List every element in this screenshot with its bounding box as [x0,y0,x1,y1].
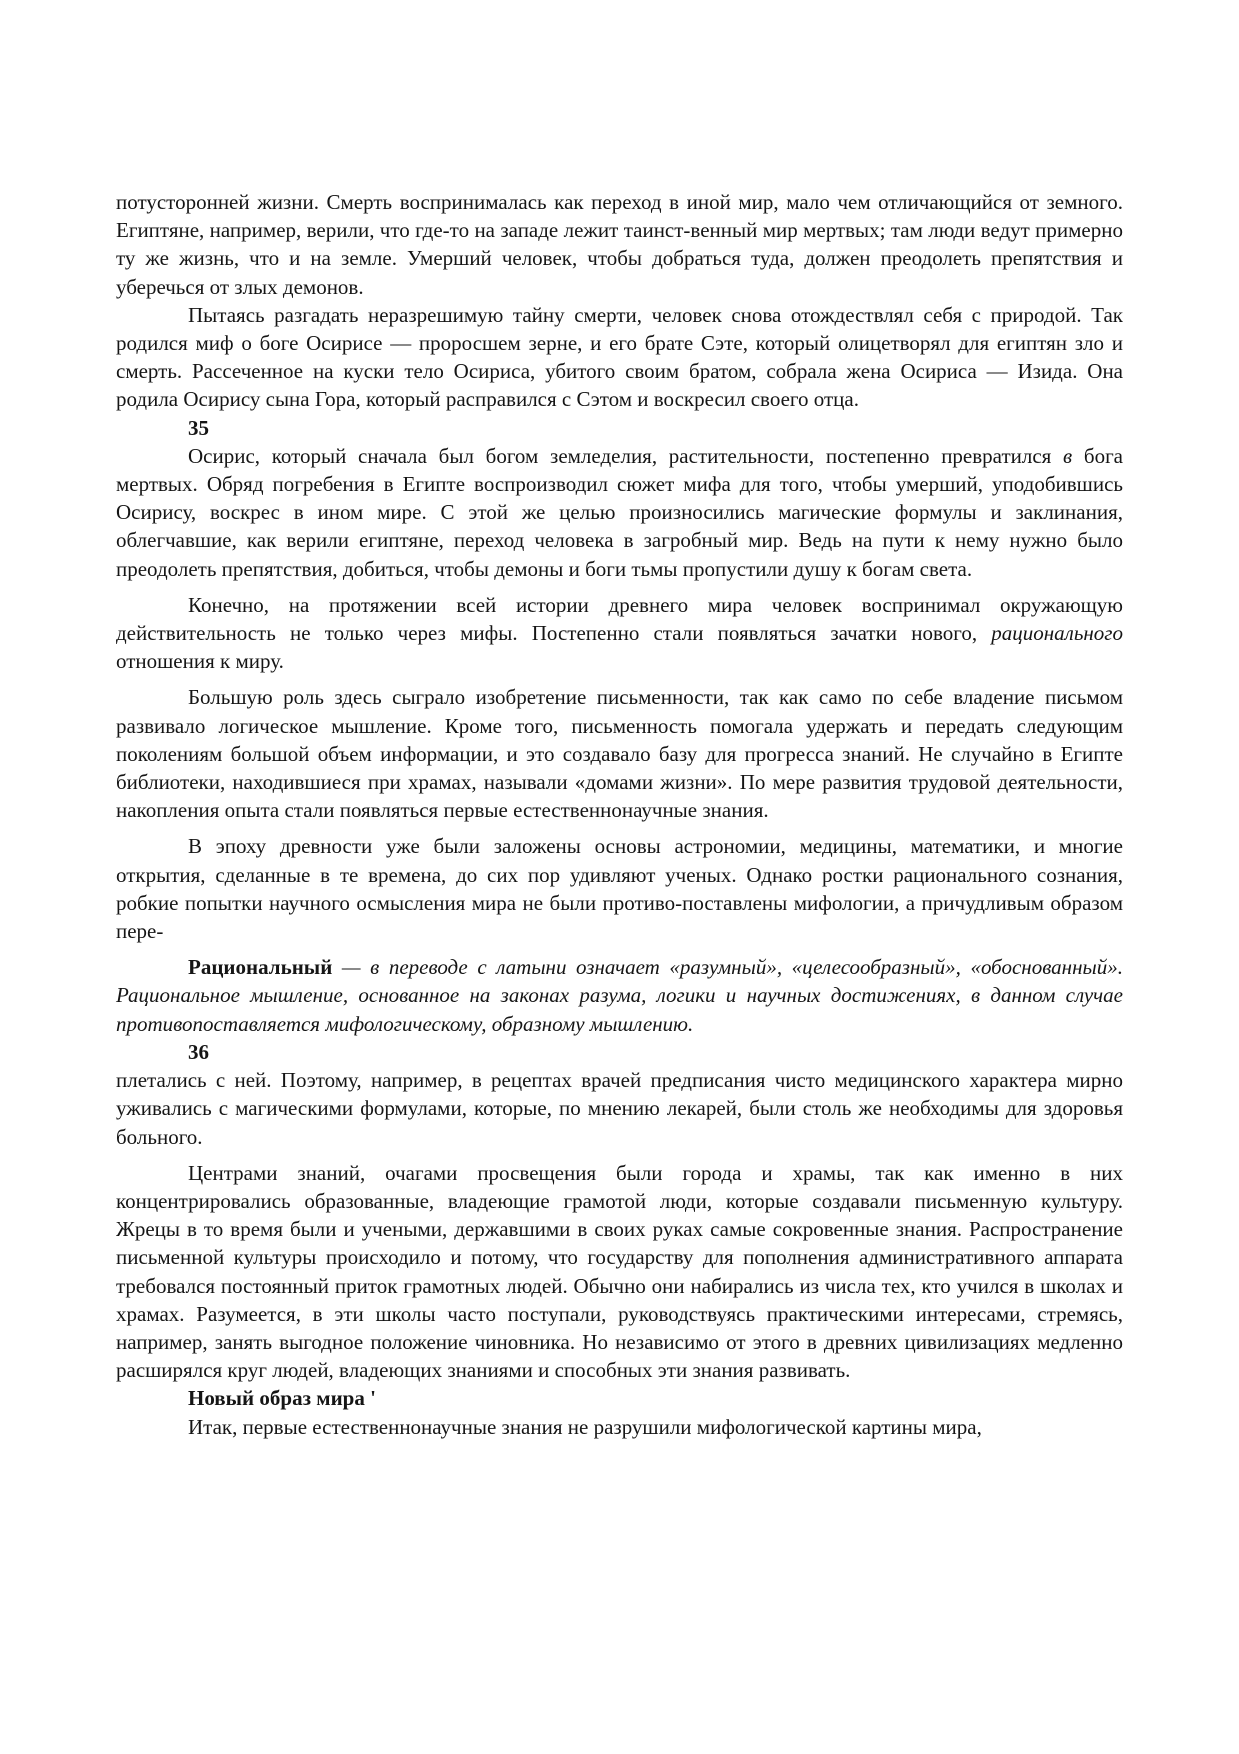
page-number-35: 35 [188,415,209,440]
paragraph-medicine: плетались с ней. Поэтому, например, в рецептах врачей предписания чисто медицинского характера мирно уживались с магическими формулами, которые, по мнению лекарей, были столь же необходимы для здоровья больного. [116,1068,1123,1149]
paragraph-text: Осирис, который сначала был богом земледелия, растительности, постепенно превратился [188,443,1064,468]
italic-word: в [1063,443,1073,468]
definition-note [116,953,1123,1038]
definition-text: — в переводе с латыни означает «разумный», «целесообразный», «обоснованный». Рациональное мышление, основанное на законах разума, логики и научных достижениях, в данном случае противопоставляется мифологическому, образному мышлению. [116,955,1123,1036]
paragraph-writing: Большую роль здесь сыграло изобретение письменности, так как само по себе владение письмом развивало логическое мышление. Кроме того, письменность помогала удержать и передать следующим поколениям большой объем информации, и это создавало базу для прогресса знаний. Не случайно в Египте библиотеки, находившиеся при храмах, называли «домами жизни». По мере развития трудовой деятельности, накопления опыта стали появляться первые естественнонаучные знания. [116,685,1123,823]
paragraph-rational-attitude [116,591,1123,676]
section-heading: Новый образ мира ' [188,1386,376,1411]
italic-term: рационального [991,621,1123,646]
paragraph-text: бога мертвых. Обряд погребения в Египте воспроизводил сюжет мифа для того, чтобы умерший, уподобившись Осирису, воскрес в ином мире. С этой же целью произносились магические формулы и заклинания, облегчавшие, как верили египтяне, переход человека в загробный мир. Ведь на пути к нему нужно было преодолеть препятствия, добиться, чтобы демоны и боги тьмы пропустили душу к богам света. [116,443,1123,581]
paragraph-text: отношения к миру. [116,649,284,674]
page-number-36: 36 [188,1039,209,1064]
paragraph-osiris-myth: Пытаясь разгадать неразрешимую тайну смерти, человек снова отождествлял себя с природой. Так родился миф о боге Осирисе — проросшем зерне, и его брате Сэте, который олицетворял для египтян зло и смерть. Рассеченное на куски тело Осириса, убитого своим братом, собрала жена Осириса — Изида. Она родила Осирису сына Гора, который расправился с Сэтом и воскресил своего отца. [116,302,1123,412]
paragraph-centers-of-knowledge: Центрами знаний, очагами просвещения были города и храмы, так как именно в них концентрировались образованные, владеющие грамотой люди, которые создавали письменную культуру. Жрецы в то время были и учеными, державшими в своих руках самые сокровенные знания. Распространение письменной культуры происходило и потому, что государству для пополнения административного аппарата требовался постоянный приток грамотных людей. Обычно они набирались из числа тех, кто учился в школах и храмах. Разумеется, в эти школы часто поступали, руководствуясь практическими интересами, стремясь, например, занять выгодное положение чиновника. Но независимо от этого в древних цивилизациях медленно расширялся круг людей, владеющих знаниями и способных эти знания развивать. [116,1160,1123,1383]
definition-term: Рациональный [188,955,333,980]
document-page [116,188,1123,1441]
paragraph-osiris-god [116,442,1123,583]
paragraph-antiquity: В эпоху древности уже были заложены основы астрономии, медицины, математики, и многие открытия, сделанные в те времена, до сих пор удивляют ученых. Однако ростки рационального сознания, робкие попытки научного осмысления мира не были противо-поставлены мифологии, а причудливым образом пере- [116,834,1123,944]
paragraph-new-worldview: Итак, первые естественнонаучные знания не разрушили мифологической картины мира, [188,1414,982,1439]
paragraph-text: Конечно, на протяжении всей истории древнего мира человек воспринимал окружающую действительность не только через мифы. Постепенно стали появляться зачатки нового, [116,592,1123,646]
paragraph-afterlife: потусторонней жизни. Смерть воспринималась как переход в иной мир, мало чем отличающийся от земного. Египтяне, например, верили, что где-то на западе лежит таинст-венный мир мертвых; там люди ведут примерно ту же жизнь, что и на земле. Умерший человек, чтобы добраться туда, должен преодолеть препятствия и уберечься от злых демонов. [116,190,1123,299]
